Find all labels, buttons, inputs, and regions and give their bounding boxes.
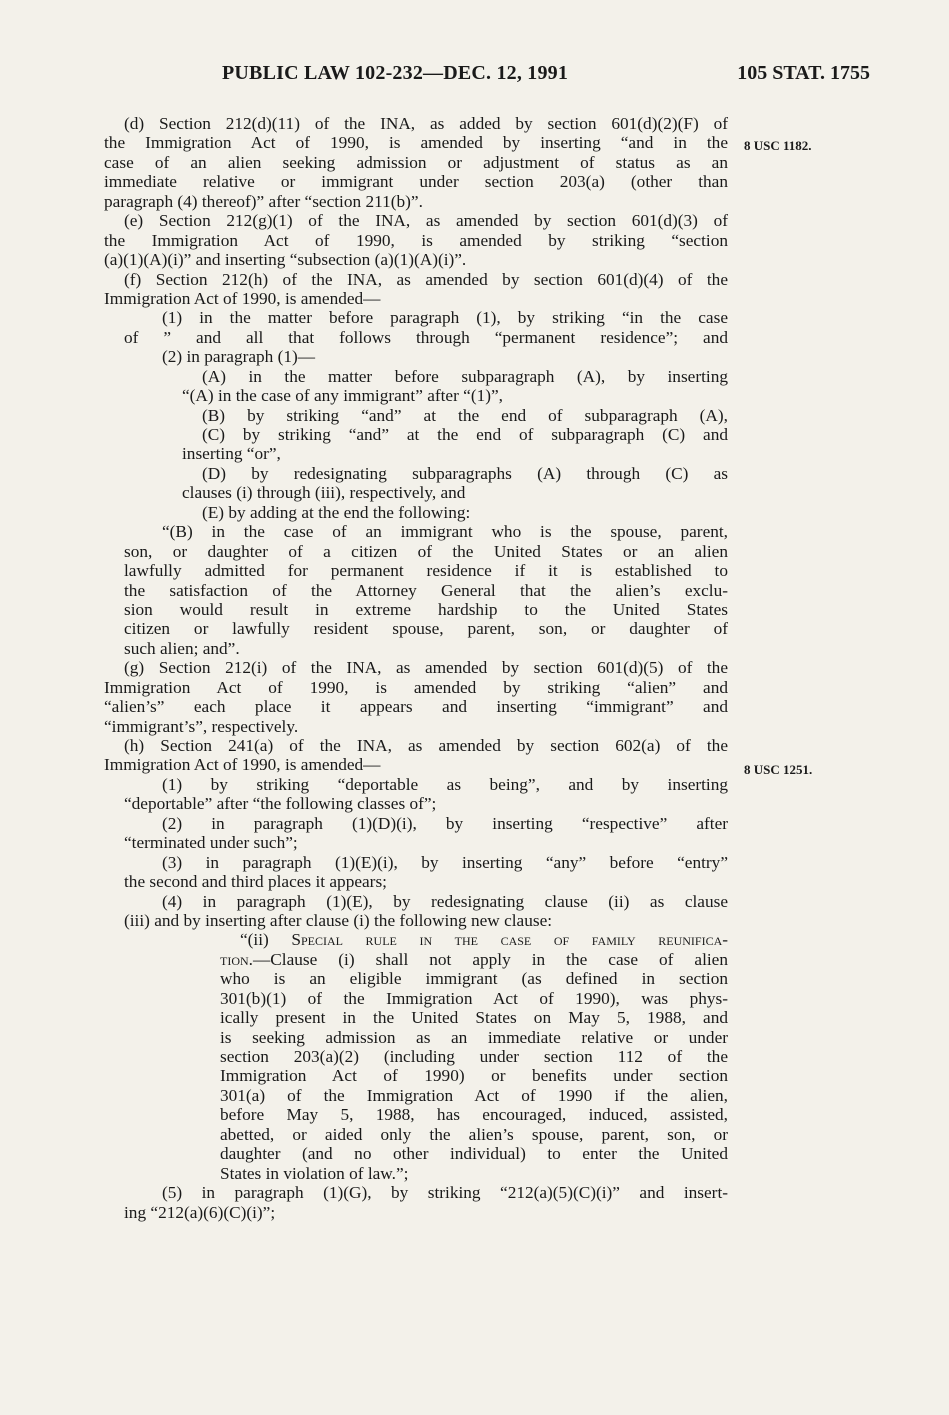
- body-text: [104, 114, 728, 1222]
- text-line: States in violation of law.”;: [220, 1163, 409, 1183]
- page-header: [104, 62, 870, 88]
- text-line: (g) Section 212(i) of the INA, as amended by section 601(d)(5) of the: [124, 658, 728, 678]
- text-line: such alien; and”.: [124, 638, 240, 658]
- text-line: inserting “or”,: [182, 444, 281, 464]
- text-line: immediate relative or immigrant under section 203(a) (other than: [104, 172, 728, 192]
- text-line: (a)(1)(A)(i)” and inserting “subsection (a)(1)(A)(i)”.: [104, 250, 467, 270]
- text-line: case of an alien seeking admission or adjustment of status as an: [104, 152, 728, 172]
- text-line: is seeking admission as an immediate relative or under: [220, 1027, 728, 1047]
- text-line: “(A) in the case of any immigrant” after “(1)”,: [182, 386, 503, 406]
- text-line: ically present in the United States on May 5, 1988, and: [220, 1008, 728, 1028]
- text-line: sion would result in extreme hardship to the United States: [124, 599, 728, 619]
- text-line: “deportable” after “the following classes of”;: [124, 794, 437, 814]
- text-line: (E) by adding at the end the following:: [202, 502, 471, 522]
- text-line: ing “212(a)(6)(C)(i)”;: [124, 1202, 276, 1222]
- text-line: before May 5, 1988, has encouraged, induced, assisted,: [220, 1105, 728, 1125]
- text-line: of ” and all that follows through “permanent residence”; and: [124, 327, 728, 347]
- text-line: (h) Section 241(a) of the INA, as amended by section 602(a) of the: [124, 736, 728, 755]
- running-head-title: PUBLIC LAW 102-232—DEC. 12, 1991: [222, 62, 569, 84]
- text-line: Immigration Act of 1990, is amended—: [104, 755, 381, 775]
- text-line: “(ii) Special rule in the case of family reunifica-: [240, 930, 728, 950]
- margin-note-usc-1251: 8 USC 1251.: [744, 762, 813, 777]
- text-line: (1) in the matter before paragraph (1), by striking “in the case: [162, 308, 728, 328]
- text-line: Immigration Act of 1990, is amended by striking “alien” and: [104, 677, 728, 697]
- text-line: (3) in paragraph (1)(E)(i), by inserting “any” before “entry”: [162, 852, 728, 872]
- text-line: “alien’s” each place it appears and inserting “immigrant” and: [104, 697, 728, 717]
- text-line: (1) by striking “deportable as being”, and by inserting: [162, 774, 728, 794]
- text-line: (B) by striking “and” at the end of subparagraph (A),: [202, 405, 728, 425]
- text-line: abetted, or aided only the alien’s spouse, parent, son, or: [220, 1124, 728, 1144]
- text-line: the Immigration Act of 1990, is amended by striking “section: [104, 230, 728, 250]
- text-line: Immigration Act of 1990, is amended—: [104, 288, 381, 308]
- text-line: “terminated under such”;: [124, 833, 298, 853]
- text-line: tion.—Clause (i) shall not apply in the case of alien: [220, 949, 728, 969]
- margin-note-usc-1182: 8 USC 1182.: [744, 138, 812, 153]
- text-line: section 203(a)(2) (including under section 112 of the: [220, 1047, 728, 1066]
- text-line: (D) by redesignating subparagraphs (A) through (C) as: [202, 463, 728, 483]
- text-line: (4) in paragraph (1)(E), by redesignating clause (ii) as clause: [162, 891, 728, 911]
- text-line: the Immigration Act of 1990, is amended by inserting “and in the: [104, 133, 728, 153]
- statute-page-number: 105 STAT. 1755: [737, 62, 870, 84]
- text-line: who is an eligible immigrant (as defined in section: [220, 969, 728, 989]
- text-line: clauses (i) through (iii), respectively, and: [182, 483, 466, 503]
- text-line: lawfully admitted for permanent residence if it is established to: [124, 561, 728, 581]
- text-line: (iii) and by inserting after clause (i) the following new clause:: [124, 910, 553, 930]
- text-line: “immigrant’s”, respectively.: [104, 716, 299, 736]
- text-line: the satisfaction of the Attorney General that the alien’s exclu-: [124, 580, 728, 600]
- text-line: paragraph (4) thereof)” after “section 211(b)”.: [104, 191, 423, 211]
- text-line: (d) Section 212(d)(11) of the INA, as added by section 601(d)(2)(F) of: [124, 114, 728, 133]
- text-line: “(B) in the case of an immigrant who is the spouse, parent,: [162, 522, 728, 542]
- text-line: (e) Section 212(g)(1) of the INA, as amended by section 601(d)(3) of: [124, 211, 728, 231]
- text-line: (5) in paragraph (1)(G), by striking “212(a)(5)(C)(i)” and insert-: [162, 1183, 728, 1203]
- text-line: 301(b)(1) of the Immigration Act of 1990), was phys-: [220, 988, 728, 1008]
- text-line: 301(a) of the Immigration Act of 1990 if the alien,: [220, 1085, 728, 1105]
- text-line: son, or daughter of a citizen of the United States or an alien: [124, 541, 728, 561]
- text-line: daughter (and no other individual) to enter the United: [220, 1144, 728, 1164]
- text-line: citizen or lawfully resident spouse, parent, son, or daughter of: [124, 619, 728, 639]
- text-line: Immigration Act of 1990) or benefits under section: [220, 1066, 728, 1086]
- text-line: (C) by striking “and” at the end of subparagraph (C) and: [202, 425, 728, 444]
- text-line: (f) Section 212(h) of the INA, as amended by section 601(d)(4) of the: [124, 269, 728, 289]
- text-line: (2) in paragraph (1)(D)(i), by inserting “respective” after: [162, 813, 728, 833]
- text-line: (2) in paragraph (1)—: [162, 347, 316, 367]
- text-line: (A) in the matter before subparagraph (A), by inserting: [202, 366, 728, 386]
- text-line: the second and third places it appears;: [124, 872, 387, 892]
